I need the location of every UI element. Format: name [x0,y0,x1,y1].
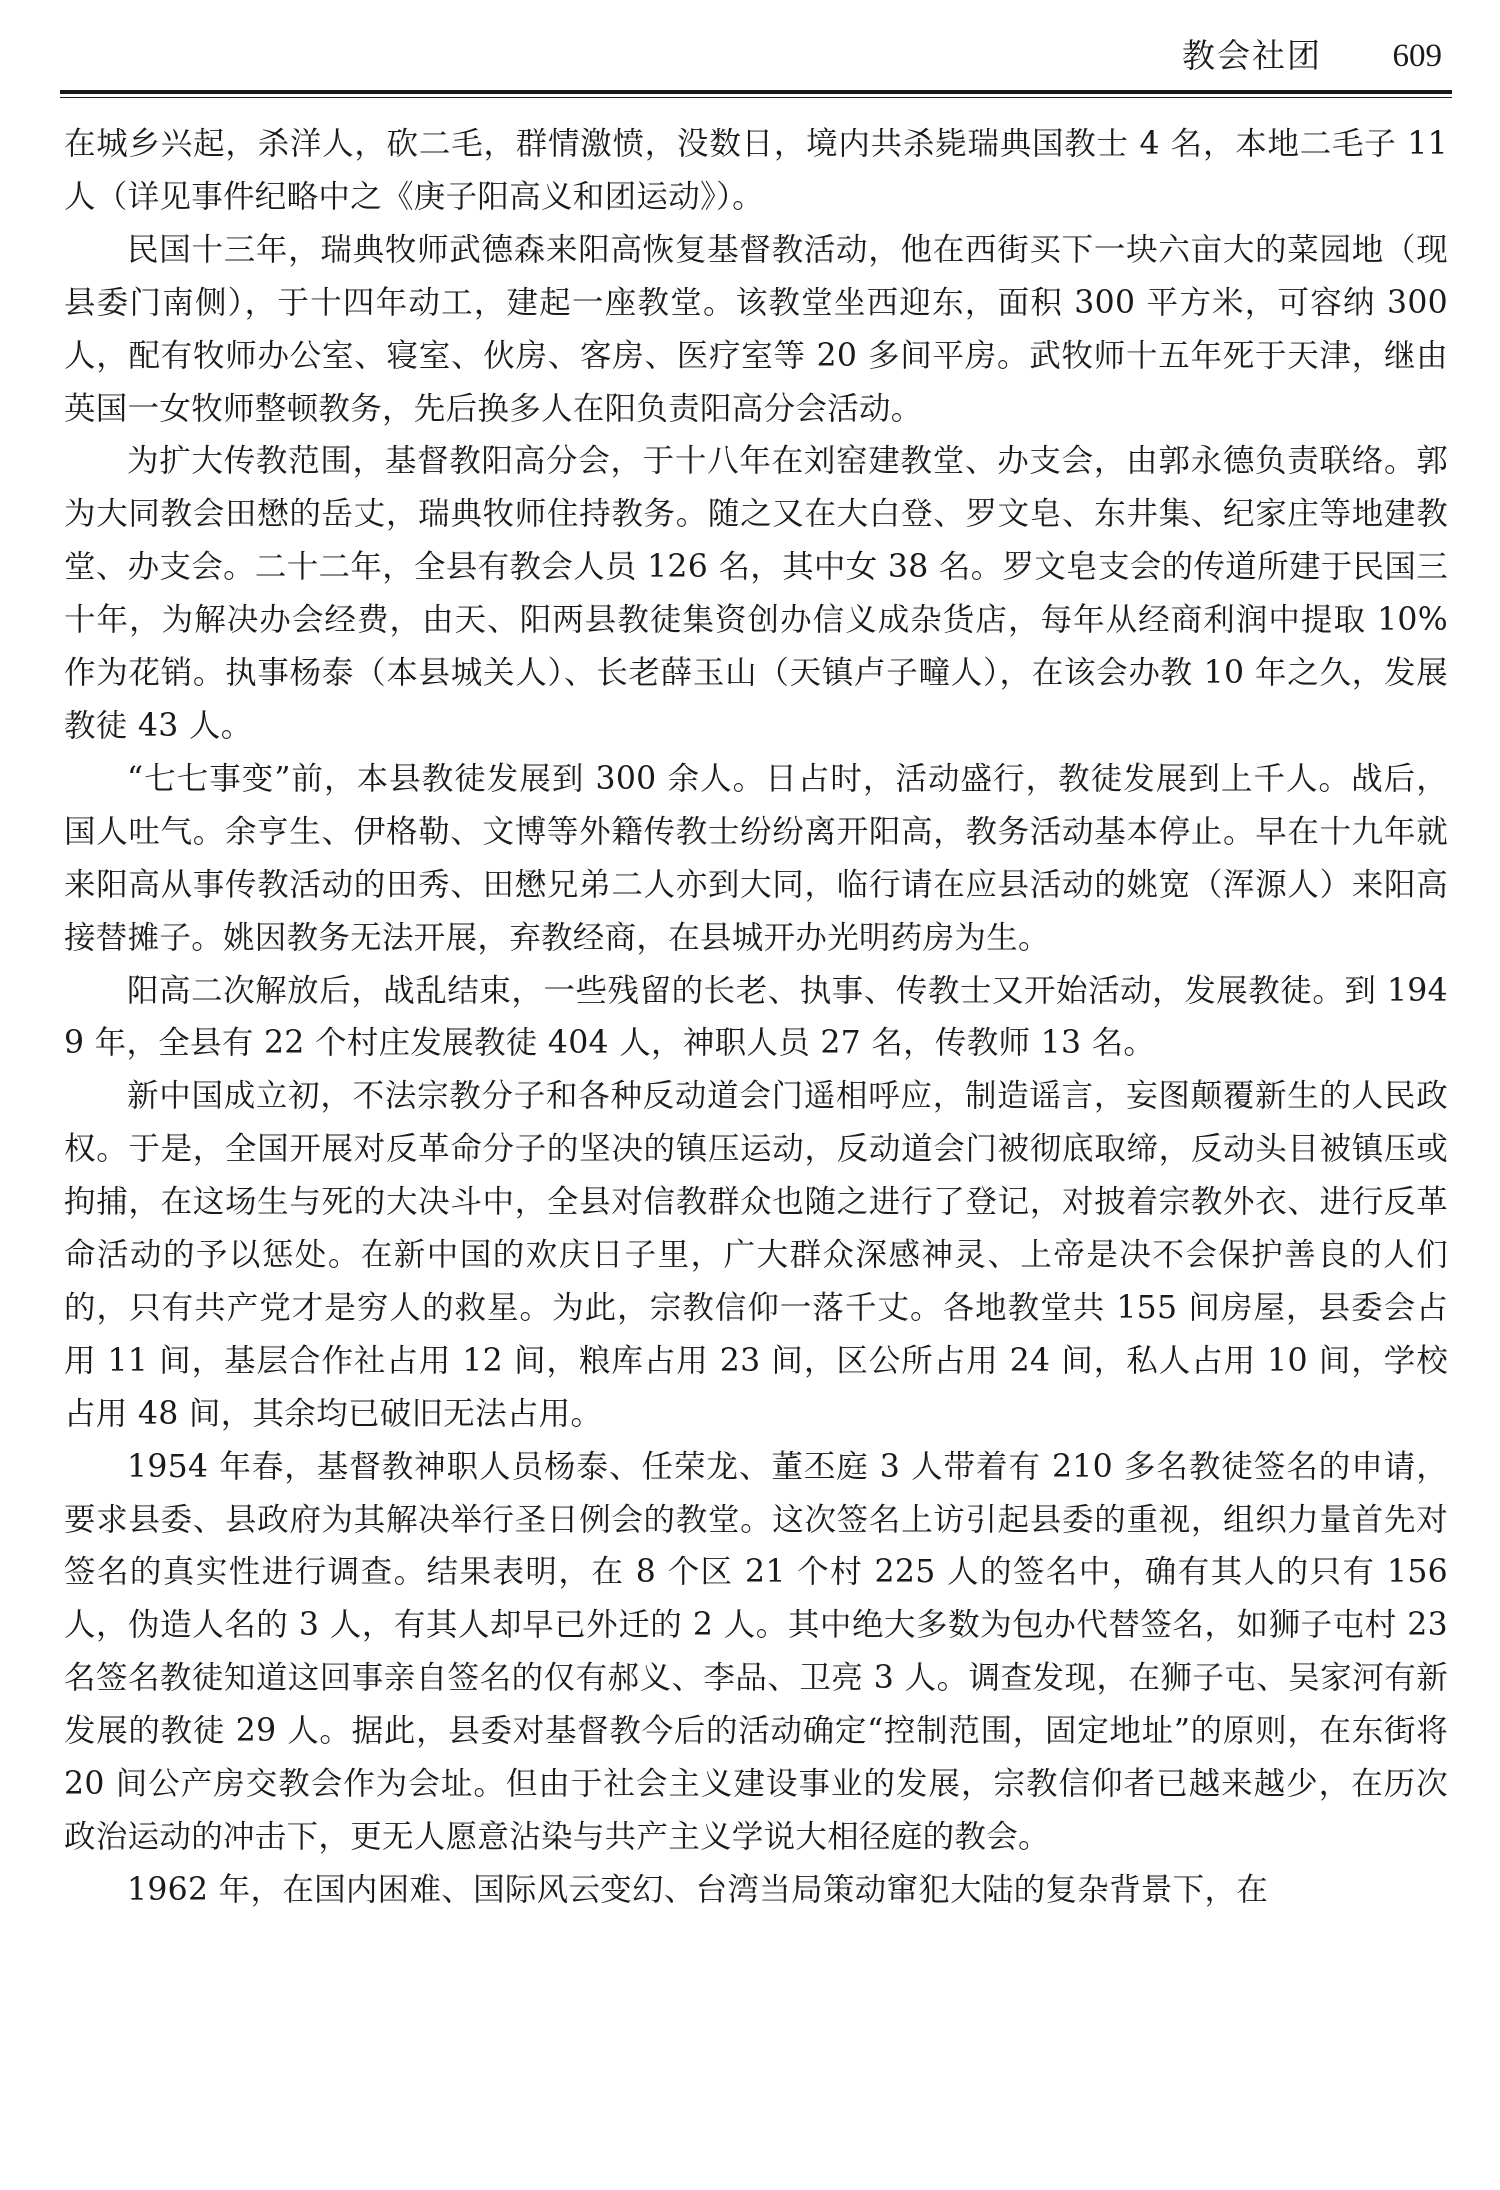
paragraph-3: 为扩大传教范围，基督教阳高分会，于十八年在刘窑建教堂、办支会，由郭永德负责联络。郭为大同教会田懋的岳丈，瑞典牧师住持教务。随之又在大白登、罗文皂、东井集、纪家庄等地建教堂、办支会。二十二年，全县有教会人员 126 名，其中女 38 名。罗文皂支会的传道所建于民国三十年，为解决办会经费，由天、阳两县教徒集资创办信义成杂货店，每年从经商利润中提取 10% 作为花销。执事杨泰（本县城关人）、长老薛玉山（天镇卢子疃人），在该会办教 10 年之久，发展教徒 43 人。 [64,443,1448,744]
header-rule [60,90,1452,94]
page-header [60,28,1452,90]
running-title: 教会社团 [1182,36,1322,75]
paragraph-2: 民国十三年，瑞典牧师武德森来阳高恢复基督教活动，他在西街买下一块六亩大的菜园地（现县委门南侧），于十四年动工，建起一座教堂。该教堂坐西迎东，面积 300 平方米，可容纳 300 人，配有牧师办公室、寝室、伙房、客房、医疗室等 20 多间平房。武牧师十五年死于天津，继由英国一女牧师整顿教务，先后换多人在阳负责阳高分会活动。 [64,231,1448,427]
paragraph-1: 在城乡兴起，杀洋人，砍二毛，群情激愤，没数日，境内共杀毙瑞典国教士 4 名，本地二毛子 11 人（详见事件纪略中之《庚子阳高义和团运动》）。 [64,126,1448,215]
page-number: 609 [1392,38,1442,74]
paragraph-4: “七七事变”前，本县教徒发展到 300 余人。日占时，活动盛行，教徒发展到上千人。战后，国人吐气。余亨生、伊格勒、文博等外籍传教士纷纷离开阳高，教务活动基本停止。早在十九年就来阳高从事传教活动的田秀、田懋兄弟二人亦到大同，临行请在应县活动的姚宽（浑源人）来阳高接替摊子。姚因教务无法开展，弃教经商，在县城开办光明药房为生。 [64,760,1448,956]
paragraph-7: 1954 年春，基督教神职人员杨泰、任荣龙、董丕庭 3 人带着有 210 多名教徒签名的申请，要求县委、县政府为其解决举行圣日例会的教堂。这次签名上访引起县委的重视，组织力量首先对签名的真实性进行调查。结果表明，在 8 个区 21 个村 225 人的签名中，确有其人的只有 156 人，伪造人名的 3 人，有其人却早已外迁的 2 人。其中绝大多数为包办代替签名，如狮子屯村 23 名签名教徒知道这回事亲自签名的仅有郝义、李品、卫亮 3 人。调查发现，在狮子屯、吴家河有新发展的教徒 29 人。据此，县委对基督教今后的活动确定“控制范围，固定地址”的原则，在东街将 20 间公产房交教会作为会址。但由于社会主义建设事业的发展，宗教信仰者已越来越少，在历次政治运动的冲击下，更无人愿意沾染与共产主义学说大相径庭的教会。 [64,1448,1448,1855]
paragraph-6: 新中国成立初，不法宗教分子和各种反动道会门遥相呼应，制造谣言，妄图颠覆新生的人民政权。于是，全国开展对反革命分子的坚决的镇压运动，反动道会门被彻底取缔，反动头目被镇压或拘捕，在这场生与死的大决斗中，全县对信教群众也随之进行了登记，对披着宗教外衣、进行反革命活动的予以惩处。在新中国的欢庆日子里，广大群众深感神灵、上帝是决不会保护善良的人们的，只有共产党才是穷人的救星。为此，宗教信仰一落千丈。各地教堂共 155 间房屋，县委会占用 11 间，基层合作社占用 12 间，粮库占用 23 间，区公所占用 24 间，私人占用 10 间，学校占用 48 间，其余均已破旧无法占用。 [64,1078,1448,1432]
paragraph-8: 1962 年，在国内困难、国际风云变幻、台湾当局策动窜犯大陆的复杂背景下，在 [127,1871,1269,1908]
paragraph-5: 阳高二次解放后，战乱结束，一些残留的长老、执事、传教士又开始活动，发展教徒。到 1949 年，全县有 22 个村庄发展教徒 404 人，神职人员 27 名，传教师 13 名。 [64,972,1448,1062]
page-body [64,118,1448,1917]
